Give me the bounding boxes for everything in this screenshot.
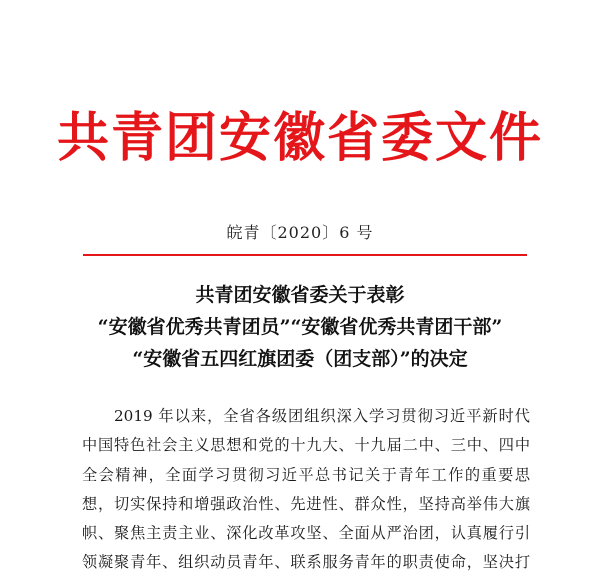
body-paragraph-line: 帜、聚焦主责主业、深化改革攻坚、全面从严治团，认真履行引 <box>82 524 530 543</box>
document-body <box>82 402 530 578</box>
red-divider-line <box>83 254 527 256</box>
body-paragraph-line: 领凝聚青年、组织动员青年、联系服务青年的职责使命，坚决打 <box>82 553 530 572</box>
body-paragraph-line: 全会精神，全面学习贯彻习近平总书记关于青年工作的重要思 <box>82 465 530 484</box>
document-title-line: 共青团安徽省委关于表彰 <box>195 284 405 306</box>
document-title-line: “安徽省优秀共青团员”“安徽省优秀共青团干部” <box>97 316 503 338</box>
document-title-line: “安徽省五四红旗团委（团支部）”的决定 <box>132 348 468 370</box>
document-number: 皖青〔2020〕6 号 <box>226 223 374 242</box>
document-header-title: 共青团安徽省委文件 <box>56 107 543 169</box>
document-title <box>0 279 600 375</box>
body-paragraph-line: 想，切实保持和增强政治性、先进性、群众性，坚持高举伟大旗 <box>82 494 530 513</box>
body-paragraph-line: 中国特色社会主义思想和党的十九大、十九届二中、三中、四中 <box>82 436 530 455</box>
body-paragraph-line: 2019 年以来，全省各级团组织深入学习贯彻习近平新时代 <box>114 407 530 425</box>
